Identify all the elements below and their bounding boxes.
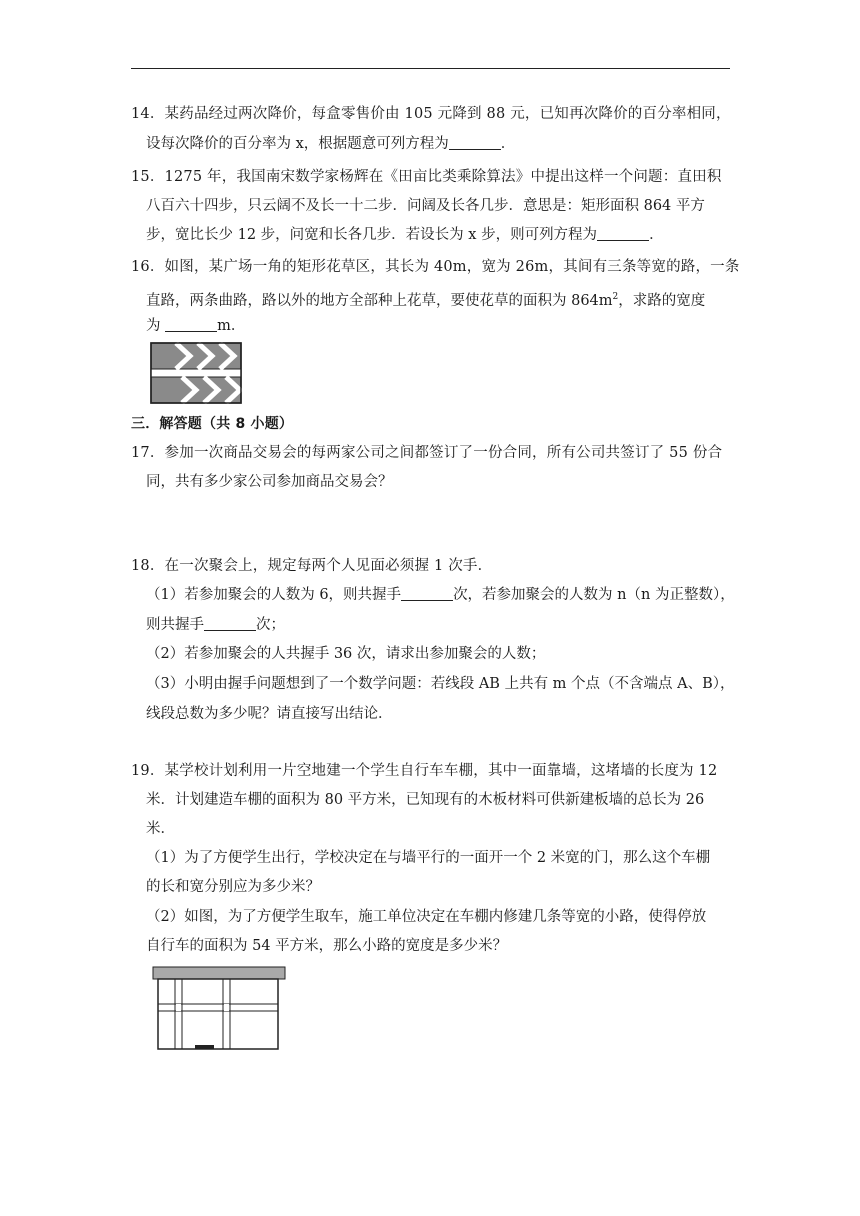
q19-part-2: （2）如图，为了方便学生取车，施工单位决定在车棚内修建几条等宽的小路，使得停放 [146, 909, 707, 925]
q18-p1-text-2: 次，若参加聚会的人数为 n（n 为正整数）， [453, 587, 735, 603]
section-heading: 三．解答题（共 8 小题） [131, 416, 294, 432]
q18-part-3-cont: 线段总数为多少呢？请直接写出结论． [146, 706, 393, 722]
q19-part-2-cont: 自行车的面积为 54 平方米，那么小路的宽度是多少米？ [146, 938, 508, 954]
q19-line-1: 19．某学校计划利用一片空地建一个学生自行车车棚，其中一面靠墙，这堵墙的长度为 12 [131, 763, 718, 779]
q17-line-2: 同，共有多少家公司参加商品交易会？ [146, 474, 393, 490]
q15-text: 步，宽比长少 12 步，问宽和长各几步．若设长为 x 步，则可列方程为 [146, 227, 598, 243]
top-rule [131, 68, 730, 69]
q15-end: ． [649, 227, 664, 243]
q16-end: m． [217, 318, 246, 334]
q15-line-3 [146, 220, 664, 250]
q19-part-1: （1）为了方便学生出行，学校决定在与墙平行的一面开一个 2 米宽的门，那么这个车棚 [146, 850, 711, 866]
q15-line-1: 15．1275 年，我国南宋数学家杨辉在《田亩比类乘除算法》中提出这样一个问题：直田积 [131, 169, 722, 185]
q14-line-2 [146, 129, 515, 159]
q19-part-1-cont: 的长和宽分别应为多少米？ [146, 879, 320, 895]
answer-blank [401, 586, 453, 601]
q14-end: ． [500, 136, 516, 152]
answer-blank [597, 226, 649, 241]
q15-line-2: 八百六十四步，只云阔不及长一十二步．问阔及长各几步．意思是：矩形面积 864 平方 [146, 198, 705, 214]
q18-part-1 [146, 580, 736, 610]
answer-blank [165, 317, 217, 332]
q18-part-3: （3）小明由握手问题想到了一个数学问题：若线段 AB 上共有 m 个点（不含端点 A、B）， [146, 676, 735, 692]
q14-text: 设每次降价的百分率为 x，根据题意可列方程为 [146, 136, 449, 152]
answer-blank [204, 616, 256, 631]
q16-text-3: 为 [146, 318, 166, 334]
q16-text-2: ，求路的宽度 [618, 292, 706, 309]
q18-part-2: （2）若参加聚会的人共握手 36 次，请求出参加聚会的人数； [146, 646, 546, 662]
q19-line-3: 米． [146, 821, 175, 837]
q18-p1-end: 次； [256, 617, 285, 633]
q18-p1-text: （1）若参加聚会的人数为 6，则共握手 [146, 587, 402, 603]
superscript: 2 [612, 292, 619, 302]
answer-blank [449, 135, 501, 150]
flowerbed-figure [150, 342, 242, 404]
bike-shed-figure [152, 966, 287, 1052]
q14-line-1: 14．某药品经过两次降价，每盒零售价由 105 元降到 88 元，已知再次降价的百分率相同， [131, 106, 731, 122]
q16-text: 直路，两条曲路，路以外的地方全部种上花草，要使花草的面积为 864m [146, 292, 613, 309]
q17-line-1: 17．参加一次商品交易会的每两家公司之间都签订了一份合同，所有公司共签订了 55 份合 [131, 445, 723, 461]
q19-line-2: 米．计划建造车棚的面积为 80 平方米，已知现有的木板材料可供新建板墙的总长为 26 [146, 792, 705, 808]
q18-p1-text-3: 则共握手 [146, 617, 204, 633]
q18-line-1: 18．在一次聚会上，规定每两个人见面必须握 1 次手． [131, 558, 493, 574]
q16-line-3 [146, 311, 245, 341]
q18-part-1-cont [146, 610, 285, 640]
q16-line-1: 16．如图，某广场一角的矩形花草区，其长为 40m，宽为 26m，其间有三条等宽的路，一条 [131, 259, 740, 275]
